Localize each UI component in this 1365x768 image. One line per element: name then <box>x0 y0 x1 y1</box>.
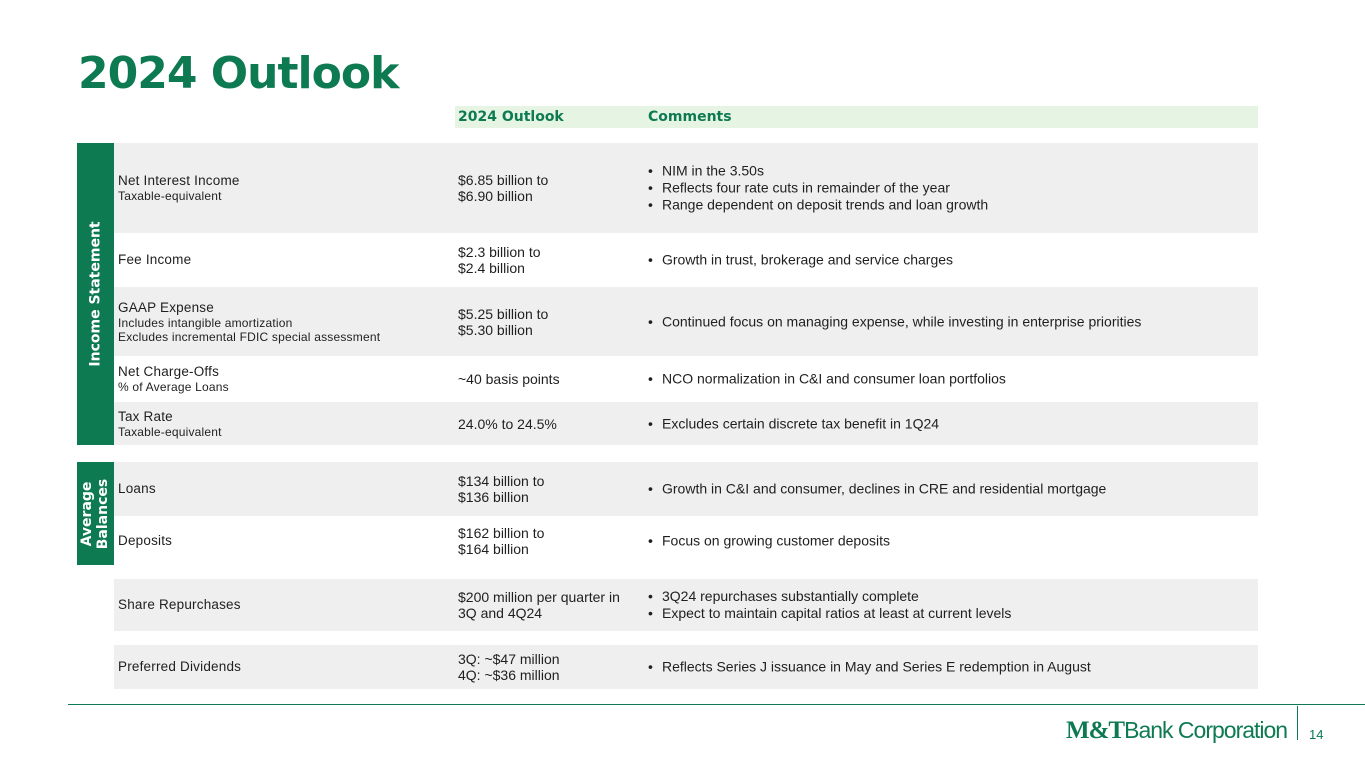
comment-bullet: • Excludes certain discrete tax benefit in 1Q24 <box>648 415 940 431</box>
metric-name: Tax Rate <box>118 408 173 424</box>
comment-bullet: • 3Q24 repurchases substantially complete <box>648 588 919 604</box>
metric-sublabel: Taxable-equivalent <box>118 424 222 439</box>
page-title: 2024 Outlook <box>78 48 399 99</box>
comment-bullet: • Continued focus on managing expense, while investing in enterprise priorities <box>648 313 1142 329</box>
comments-list <box>648 588 1011 622</box>
metric-sublabel: % of Average Loans <box>118 380 229 394</box>
outlook-value: 24.0% to 24.5% <box>458 415 557 432</box>
metric-name: Net Interest Income <box>118 173 240 188</box>
metric-name: Loans <box>118 481 156 496</box>
comments-list <box>648 481 1106 498</box>
comment-bullet: • Reflects Series J issuance in May and Series E redemption in August <box>648 658 1091 675</box>
metric-label <box>118 364 229 394</box>
comments-list <box>648 163 988 214</box>
income-statement-label: Income Statement <box>87 221 104 367</box>
comments-list <box>648 371 1006 388</box>
table-row <box>114 402 1258 445</box>
metric-name: Fee Income <box>118 252 192 267</box>
metric-label <box>118 533 172 549</box>
company-logo: M&TBank Corporation <box>1066 717 1288 744</box>
comment-bullet: • Range dependent on deposit trends and loan growth <box>648 196 989 213</box>
comment-bullet: • Expect to maintain capital ratios at least at current levels <box>648 605 1012 621</box>
comments-list <box>648 533 890 550</box>
metric-name: Deposits <box>118 533 173 548</box>
comment-bullet: • NCO normalization in C&I and consumer loan portfolios <box>648 370 1006 387</box>
comment-bullet: • NIM in the 3.50s <box>648 162 764 179</box>
metric-sublabel: Excludes incremental FDIC special assessment <box>118 329 381 344</box>
comments-list <box>648 659 1091 676</box>
outlook-value: $162 billion to $164 billion <box>458 525 545 557</box>
table-row <box>114 645 1258 689</box>
comment-bullet: • Growth in trust, brokerage and service charges <box>648 251 954 268</box>
outlook-column-header: 2024 Outlook <box>458 109 564 125</box>
income-statement-tab <box>77 143 114 445</box>
table-row <box>114 579 1258 631</box>
comment-bullet: • Reflects four rate cuts in remainder of the year <box>648 179 950 196</box>
outlook-value: 3Q: ~$47 million 4Q: ~$36 million <box>458 651 560 683</box>
table-row <box>114 233 1258 287</box>
metric-name: GAAP Expense <box>118 299 214 315</box>
comment-bullet: • Growth in C&I and consumer, declines in CRE and residential mortgage <box>648 480 1107 497</box>
footer-divider <box>68 704 1365 705</box>
metric-name: Net Charge-Offs <box>118 364 220 379</box>
comments-list <box>648 313 1141 330</box>
metric-label <box>118 173 240 203</box>
metric-label <box>118 252 191 268</box>
page-number: 14 <box>1309 727 1324 742</box>
comment-bullet: • Focus on growing customer deposits <box>648 532 890 549</box>
metric-label <box>118 300 380 344</box>
table-header <box>455 106 1258 128</box>
comments-list <box>648 252 953 269</box>
average-balances-tab <box>77 462 114 565</box>
metric-label <box>118 659 241 675</box>
table-row <box>114 287 1258 356</box>
comments-list <box>648 415 939 432</box>
metric-sublabel: Includes intangible amortization <box>118 315 293 330</box>
outlook-value: $5.25 billion to $5.30 billion <box>458 305 549 338</box>
table-row <box>114 516 1258 566</box>
average-balances-label: Average Balances <box>79 478 112 549</box>
metric-label <box>118 597 241 613</box>
outlook-value: $134 billion to $136 billion <box>458 473 545 505</box>
metric-name: Preferred Dividends <box>118 659 242 674</box>
logo-divider <box>1297 706 1298 740</box>
metric-sublabel: Taxable-equivalent <box>118 189 222 203</box>
outlook-value: $6.85 billion to $6.90 billion <box>458 172 549 204</box>
metric-name: Share Repurchases <box>118 597 241 612</box>
metric-label <box>118 409 222 439</box>
outlook-value: $200 million per quarter in 3Q and 4Q24 <box>458 589 620 621</box>
table-row <box>114 462 1258 516</box>
outlook-value: ~40 basis points <box>458 371 560 387</box>
table-row <box>114 356 1258 402</box>
table-row <box>114 143 1258 233</box>
outlook-value: $2.3 billion to $2.4 billion <box>458 244 541 276</box>
metric-label <box>118 481 156 497</box>
comments-column-header: Comments <box>648 109 732 125</box>
